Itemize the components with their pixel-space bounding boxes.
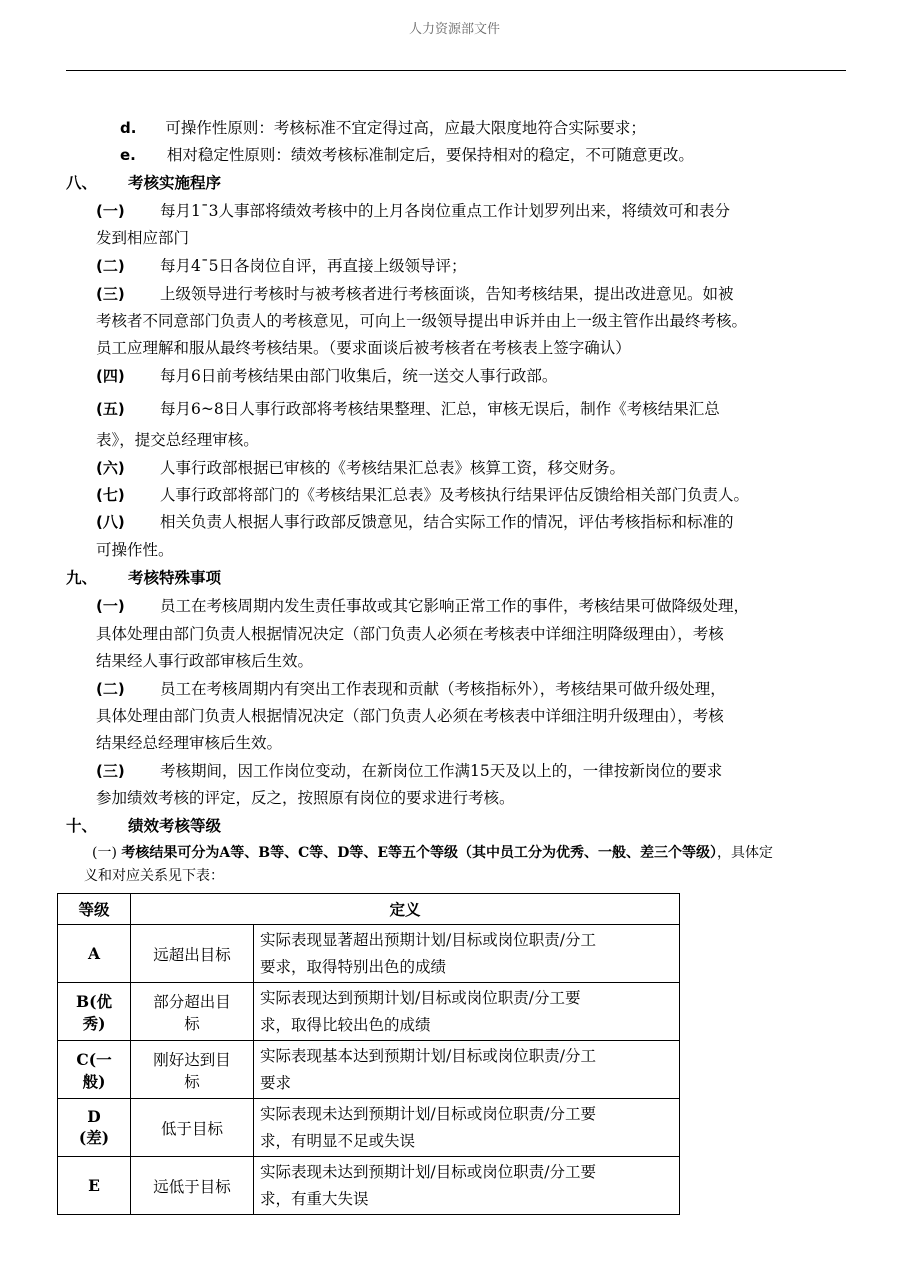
item-text: 表》，提交总经理审核。 xyxy=(96,431,259,449)
item-label: (二) xyxy=(96,257,125,275)
section-title: 考核实施程序 xyxy=(128,173,222,192)
intro-tail-text: ，具体定 xyxy=(717,845,774,861)
grade-definition-cell: 实际表现达到预期计划/目标或岗位职责/分工要 求，取得比较出色的成绩 xyxy=(254,983,680,1041)
grade-intro xyxy=(92,843,773,863)
grade-name-cell: 低于目标 xyxy=(131,1099,254,1157)
grade-name-cell: 部分超出目 标 xyxy=(131,983,254,1041)
grade-cell: A xyxy=(58,925,131,983)
intro-bold-text: 考核结果可分为A等、B等、C等、D等、E等五个等级（其中员工分为优秀、一般、差三个等级） xyxy=(121,845,718,861)
grade-cell: C(一 般) xyxy=(58,1041,131,1099)
grade-definition-cell: 实际表现未达到预期计划/目标或岗位职责/分工要 求，有明显不足或失误 xyxy=(254,1099,680,1157)
principle-label: d. xyxy=(120,119,137,137)
item-text: 每月4¯5日各岗位自评，再直接上级领导评； xyxy=(160,257,467,275)
item-label: (六) xyxy=(96,459,125,477)
grade-cell: E xyxy=(58,1157,131,1215)
item-text: 人事行政部将部门的《考核结果汇总表》及考核执行结果评估反馈给相关部门负责人。 xyxy=(160,486,750,504)
grades-table xyxy=(57,893,680,1215)
section-number: 十、 xyxy=(66,816,98,835)
item-label: (八) xyxy=(96,513,125,531)
principle-text: 相对稳定性原则：绩效考核标准制定后，要保持相对的稳定，不可随意更改。 xyxy=(166,146,694,164)
item-text: 员工在考核周期内发生责任事故或其它影响正常工作的事件，考核结果可做降级处理， xyxy=(160,597,750,615)
item-text: 每月6日前考核结果由部门收集后，统一送交人事行政部。 xyxy=(160,367,558,385)
item-label: (七) xyxy=(96,486,125,504)
item-label: (三) xyxy=(96,285,125,303)
item-label: (五) xyxy=(96,400,125,418)
table-row xyxy=(58,1157,680,1215)
grade-name-cell: 刚好达到目 标 xyxy=(131,1041,254,1099)
item-text: 相关负责人根据人事行政部反馈意见，结合实际工作的情况，评估考核指标和标准的 xyxy=(160,513,734,531)
grade-definition-cell: 实际表现基本达到预期计划/目标或岗位职责/分工 要求 xyxy=(254,1041,680,1099)
item-text: 具体处理由部门负责人根据情况决定（部门负责人必须在考核表中详细注明降级理由），考核 xyxy=(96,625,724,643)
grade-definition-cell: 实际表现未达到预期计划/目标或岗位职责/分工要 求，有重大失误 xyxy=(254,1157,680,1215)
item-text: 可操作性。 xyxy=(96,541,174,559)
table-row xyxy=(58,1099,680,1157)
item-label: (一) xyxy=(96,597,125,615)
item-label: (二) xyxy=(96,680,125,698)
section-title: 考核特殊事项 xyxy=(128,568,222,587)
principle-d xyxy=(120,118,646,138)
item-text: 上级领导进行考核时与被考核者进行考核面谈，告知考核结果，提出改进意见。如被 xyxy=(160,285,734,303)
principle-e xyxy=(120,145,694,165)
section-number: 九、 xyxy=(66,568,98,587)
item-label: (一) xyxy=(96,202,125,220)
item-text: 人事行政部根据已审核的《考核结果汇总表》核算工资，移交财务。 xyxy=(160,459,626,477)
item-text: 参加绩效考核的评定，反之，按照原有岗位的要求进行考核。 xyxy=(96,789,515,807)
grade-cell: D (差) xyxy=(58,1099,131,1157)
grade-name-cell: 远低于目标 xyxy=(131,1157,254,1215)
section-title: 绩效考核等级 xyxy=(128,816,222,835)
grade-cell: B(优 秀) xyxy=(58,983,131,1041)
item-text: 每月1¯3人事部将绩效考核中的上月各岗位重点工作计划罗列出来，将绩效可和表分 xyxy=(160,202,730,220)
principle-label: e. xyxy=(120,146,136,164)
grade-name-cell: 远超出目标 xyxy=(131,925,254,983)
header-grade: 等级 xyxy=(58,894,131,925)
item-text: 考核者不同意部门负责人的考核意见，可向上一级领导提出申诉并由上一级主管作出最终考核。 xyxy=(96,312,748,330)
intro-label: (一) xyxy=(92,845,117,861)
item-text: 结果经总经理审核后生效。 xyxy=(96,734,283,752)
header-definition: 定义 xyxy=(131,894,680,925)
item-text: 结果经人事行政部审核后生效。 xyxy=(96,652,314,670)
table-row xyxy=(58,925,680,983)
item-text: 发到相应部门 xyxy=(96,229,190,247)
item-label: (四) xyxy=(96,367,125,385)
item-text: 每月6~8日人事行政部将考核结果整理、汇总，审核无误后，制作《考核结果汇总 xyxy=(160,400,720,418)
table-row xyxy=(58,983,680,1041)
principle-text: 可操作性原则：考核标准不宜定得过高，应最大限度地符合实际要求； xyxy=(165,119,646,137)
grade-definition-cell: 实际表现显著超出预期计划/目标或岗位职责/分工 要求，取得特别出色的成绩 xyxy=(254,925,680,983)
item-text: 员工应理解和服从最终考核结果。（要求面谈后被考核者在考核表上签字确认） xyxy=(96,339,631,357)
section-number: 八、 xyxy=(66,173,98,192)
item-label: (三) xyxy=(96,762,125,780)
header-divider xyxy=(66,70,846,71)
document-header: 人力资源部文件 xyxy=(408,22,500,37)
table-row xyxy=(58,1041,680,1099)
item-text: 员工在考核周期内有突出工作表现和贡献（考核指标外），考核结果可做升级处理， xyxy=(160,680,726,698)
table-header-row xyxy=(58,894,680,925)
item-text: 具体处理由部门负责人根据情况决定（部门负责人必须在考核表中详细注明升级理由），考核 xyxy=(96,707,724,725)
grade-intro-continued: 义和对应关系见下表： xyxy=(84,868,224,884)
item-text: 考核期间，因工作岗位变动，在新岗位工作满15天及以上的，一律按新岗位的要求 xyxy=(160,762,723,780)
